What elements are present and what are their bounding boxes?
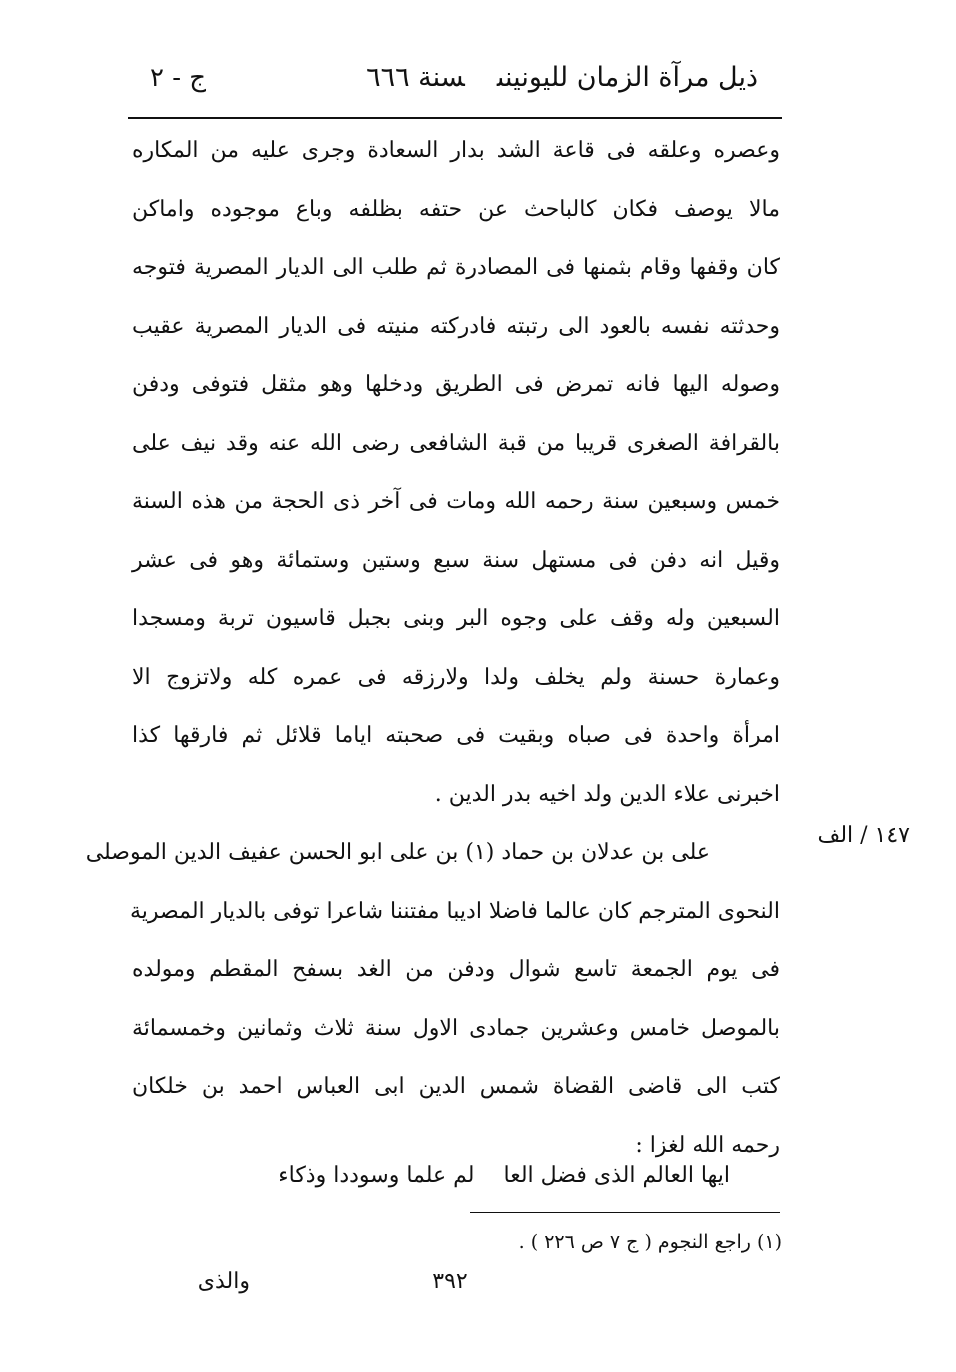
text-line: رحمه الله لغزا : [635, 1132, 780, 1158]
book-title: ذيل مرآة الزمان لليونينى [496, 62, 758, 93]
text-line: فى يوم الجمعة تاسع شوال ودفن من الغد بسفح المقطم ومولده [132, 957, 780, 982]
text-line: مالا يوصف فكان كالباحث عن حتفه بظلفه وباع موجوده واماكن [132, 196, 780, 222]
running-title [366, 58, 758, 98]
catchword: والذى [197, 1269, 250, 1294]
part-number: ج - ٢ [150, 63, 207, 93]
text-line: بالقرافة الصغرى قريبا من قبة الشافعى رضى الله عنه وقد نيف على [132, 430, 780, 456]
text-line: السبعين وله وقف على وجوه البر وبنى بجبل قاسيون تربة ومسجدا [132, 606, 780, 631]
verse-second-hemistich: لم علما وسوددا وذكاء [278, 1163, 475, 1188]
text-line: كتب الى قاضى القضاة شمس الدين ابى العباس احمد بن خلكان [132, 1074, 780, 1099]
year-label: سنة ٦٦٦ [366, 62, 465, 93]
text-line: بالموصل خامس وعشرين جمادى الاول سنة ثلاث وثمانين وخمسمائة [132, 1015, 780, 1041]
text-line: وصوله اليها فانه تمرض فى الطريق ودخلها وهو مثقل فتوفى ودفن [132, 372, 780, 397]
text-line: وعصره وعلقه فى قاعة الشد بدار السعادة وجرى عليه من المكاره [132, 138, 780, 163]
text-line: كان وقفها وقام بثمنها فى المصادرة ثم طلب الى الديار المصرية فتوجه [132, 255, 780, 280]
text-line: وحدثته نفسه بالعود الى رتبته فادركته منيته فى الديار المصرية عقيب [132, 313, 780, 339]
text-line: امرأة واحدة فى صباه وبقيت فى صحبته اياما قلائل ثم فارقها كذا [132, 723, 780, 748]
body-text [85, 122, 780, 1175]
running-header [130, 58, 780, 102]
footnote: (١) راجع النجوم ( ج ٧ ص ٢٢٦ ) . [518, 1231, 782, 1253]
manuscript-folio-margin-note: ١٤٧ / الف [817, 823, 910, 848]
header-rule [128, 117, 782, 119]
footnote-rule [470, 1212, 780, 1213]
verse-first-hemistich: ايها العالم الذى فضل العا [503, 1163, 730, 1188]
page-number: ٣٩٢ [432, 1269, 468, 1294]
text-line: النحوى المترجم كان عالما فاضلا اديبا مفتننا شاعرا توفى بالديار المصرية [130, 898, 780, 924]
entry-heading-line: على بن عدلان بن حماد (١) بن على ابو الحسن عفيف الدين الموصلى [85, 840, 710, 865]
text-line: وقيل انه دفن فى مستهل سنة سبع وستين وستمائة وهو فى عشر [132, 547, 780, 573]
text-line: اخبرنى علاء الدين ولد اخيه بدر الدين . [434, 781, 780, 807]
text-line: خمس وسبعين سنة رحمه الله ومات فى آخر ذى الحجة من هذه السنة [132, 489, 780, 514]
text-line: وعمارة حسنة ولم يخلف ولدا ولارزقه فى عمره كله ولاتزوج الا [132, 664, 780, 690]
verse-line [180, 1148, 740, 1204]
